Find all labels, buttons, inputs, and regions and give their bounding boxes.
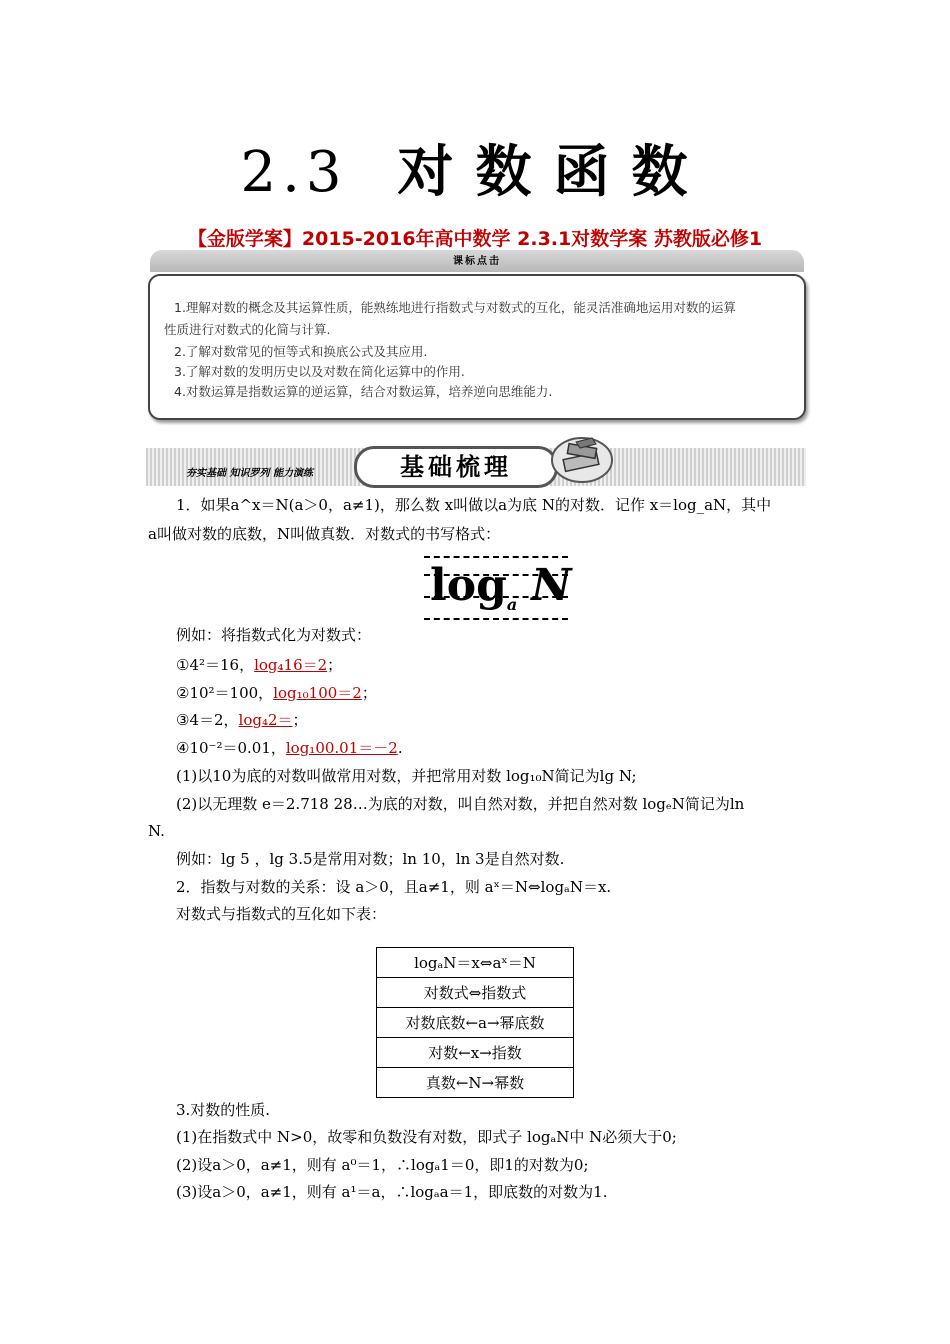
guide-line [424, 618, 568, 620]
banner-badge: 基础梳理 [354, 446, 558, 488]
objective-item: 1.理解对数的概念及其运算性质，能熟练地进行指数式与对数式的互化，能灵活准确地运用对数的运算 [174, 300, 736, 315]
example-item: ④10⁻²＝0.01，log₁00.01＝－2. [176, 739, 403, 757]
table-cell: 真数←N→幂数 [377, 1068, 574, 1098]
standards-header: 课标点击 [150, 250, 804, 272]
banner-tagline: 夯实基础 知识罗列 能力演练 [186, 468, 313, 479]
table-cell: 对数←x→指数 [377, 1038, 574, 1068]
table-cell: logₐN＝x⇔aˣ＝N [377, 948, 574, 978]
log-argument: N [531, 560, 572, 611]
objective-item: 4.对数运算是指数运算的逆运算，结合对数运算，培养逆向思维能力. [174, 384, 553, 399]
natural-log-text: N. [148, 822, 165, 840]
property-item: (2)设a＞0，a≠1，则有 a⁰＝1，∴logₐ1＝0，即1的对数为0; [176, 1156, 589, 1174]
table-cell: 对数底数←a→幂底数 [377, 1008, 574, 1038]
section-title: 对数函数 [397, 139, 710, 205]
log-word: log [430, 560, 507, 611]
natural-log-text: (2)以无理数 e＝2.718 28…为底的对数，叫自然对数，并把自然对数 logₑN简记为ln [176, 795, 745, 813]
objective-item: 2.了解对数常见的恒等式和换底公式及其应用. [174, 344, 428, 359]
relation-text: 2．指数与对数的关系：设 a＞0，且a≠1，则 aˣ＝N⇔logₐN＝x. [176, 878, 612, 896]
section-number: 2.3 [240, 140, 348, 205]
example-item: ①4²＝16，log₄16＝2； [176, 656, 343, 674]
property-item: (1)在指数式中 N>0，故零和负数没有对数，即式子 logₐN中 N必须大于0; [176, 1128, 677, 1146]
definition-line: 1．如果a^x＝N(a＞0，a≠1)，那么数 x叫做以a为底 N的对数．记作 x＝log_aN，其中 [176, 496, 772, 514]
objective-item: 3.了解对数的发明历史以及对数在简化运算中的作用. [174, 364, 465, 379]
relation-text: 对数式与指数式的互化如下表： [176, 905, 387, 923]
table-cell: 对数式⇔指数式 [377, 978, 574, 1008]
books-icon [546, 434, 616, 486]
guide-line [424, 556, 568, 558]
basics-banner [146, 440, 806, 486]
property-item: (3)设a＞0，a≠1，则有 a¹＝a，∴logₐa＝1，即底数的对数为1. [176, 1183, 608, 1201]
objective-item: 性质进行对数式的化简与计算. [164, 322, 331, 337]
document-subtitle: 【金版学案】2015-2016年高中数学 2.3.1对数学案 苏教版必修1 [187, 228, 763, 250]
example-answer: log₄16＝2 [254, 656, 328, 674]
example-answer: log₄2＝ [238, 711, 293, 729]
example-item: ③4＝2，log₄2＝； [176, 711, 308, 729]
examples-intro: 例如：将指数式化为对数式： [176, 626, 372, 644]
log-base: a [506, 595, 518, 614]
log-notation [430, 560, 571, 614]
common-log-text: (1)以10为底的对数叫做常用对数，并把常用对数 log₁₀N简记为lg N; [176, 767, 637, 785]
definition-line: a叫做对数的底数，N叫做真数．对数式的书写格式： [148, 525, 501, 543]
properties-heading: 3.对数的性质. [176, 1101, 271, 1119]
example-answer: log₁00.01＝－2 [285, 739, 398, 757]
log-format-box [424, 556, 572, 620]
example-item: ②10²＝100，log₁₀100＝2； [176, 684, 377, 702]
log-examples-text: 例如：lg 5 ，lg 3.5是常用对数；ln 10，ln 3是自然对数. [176, 850, 565, 868]
example-answer: log₁₀100＝2 [273, 684, 362, 702]
standards-box [148, 274, 806, 420]
page-title [0, 128, 950, 208]
conversion-table [376, 947, 574, 1098]
